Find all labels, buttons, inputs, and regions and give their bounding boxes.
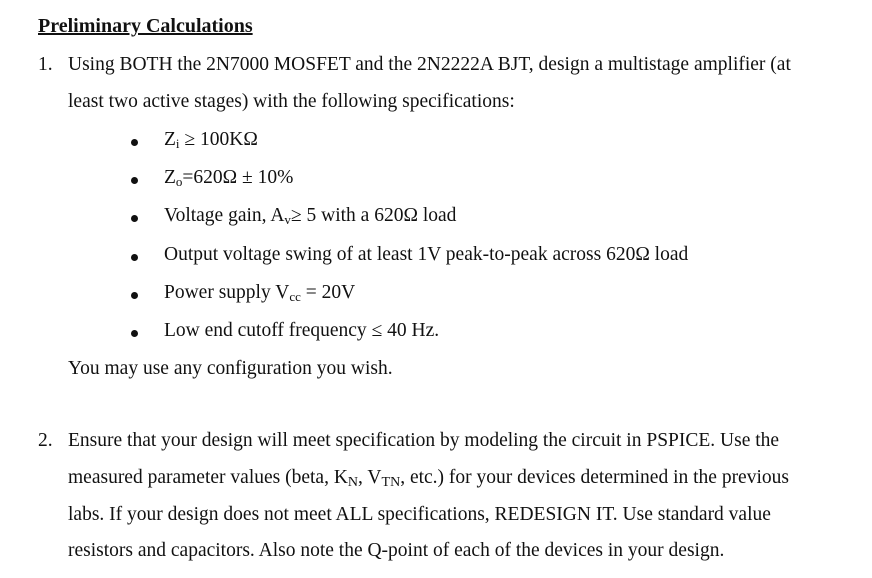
item-1-line-2: least two active stages) with the following specifications: (68, 91, 515, 112)
item-2-line-2: measured parameter values (beta, $K_N$, $V_{TN}$, etc.) for your devices determined in the previous (68, 467, 789, 490)
spec-power-supply: Power supply $V_{cc} = 20V$ (164, 282, 356, 304)
spec-input-impedance: $Z_i \ge 100K\Omega$ (164, 129, 258, 151)
bullet-dot-icon (131, 139, 138, 146)
item-1-number: 1. (38, 54, 53, 75)
bullet-dot-icon (131, 330, 138, 337)
item-2-line-1: Ensure that your design will meet specification by modeling the circuit in PSPICE. Use the (68, 430, 780, 451)
spec-voltage-gain: Voltage gain, $A_v\ge 5$ with a 620Ω load (164, 205, 457, 227)
item-2-number: 2. (38, 430, 53, 451)
spec-output-impedance: $Z_o=620\Omega \pm 10\%$ (164, 167, 294, 189)
section-heading: Preliminary Calculations (38, 15, 253, 37)
bullet-dot-icon (131, 215, 138, 222)
item-2-line-4: resistors and capacitors. Also note the Q-point of each of the devices in your design. (68, 540, 725, 561)
item-1-line-1: Using BOTH the 2N7000 MOSFET and the 2N2222A BJT, design a multistage amplifier (at (68, 54, 791, 75)
bullet-dot-icon (131, 254, 138, 261)
spec-output-swing: Output voltage swing of at least 1V peak-to-peak across 620Ω load (164, 244, 689, 265)
item-1-closing: You may use any configuration you wish. (68, 358, 393, 379)
bullet-dot-icon (131, 177, 138, 184)
item-2-line-3: labs. If your design does not meet ALL specifications, REDESIGN IT. Use standard value (68, 504, 771, 525)
spec-cutoff-frequency: Low end cutoff frequency ≤ 40 Hz. (164, 320, 440, 341)
bullet-dot-icon (131, 292, 138, 299)
